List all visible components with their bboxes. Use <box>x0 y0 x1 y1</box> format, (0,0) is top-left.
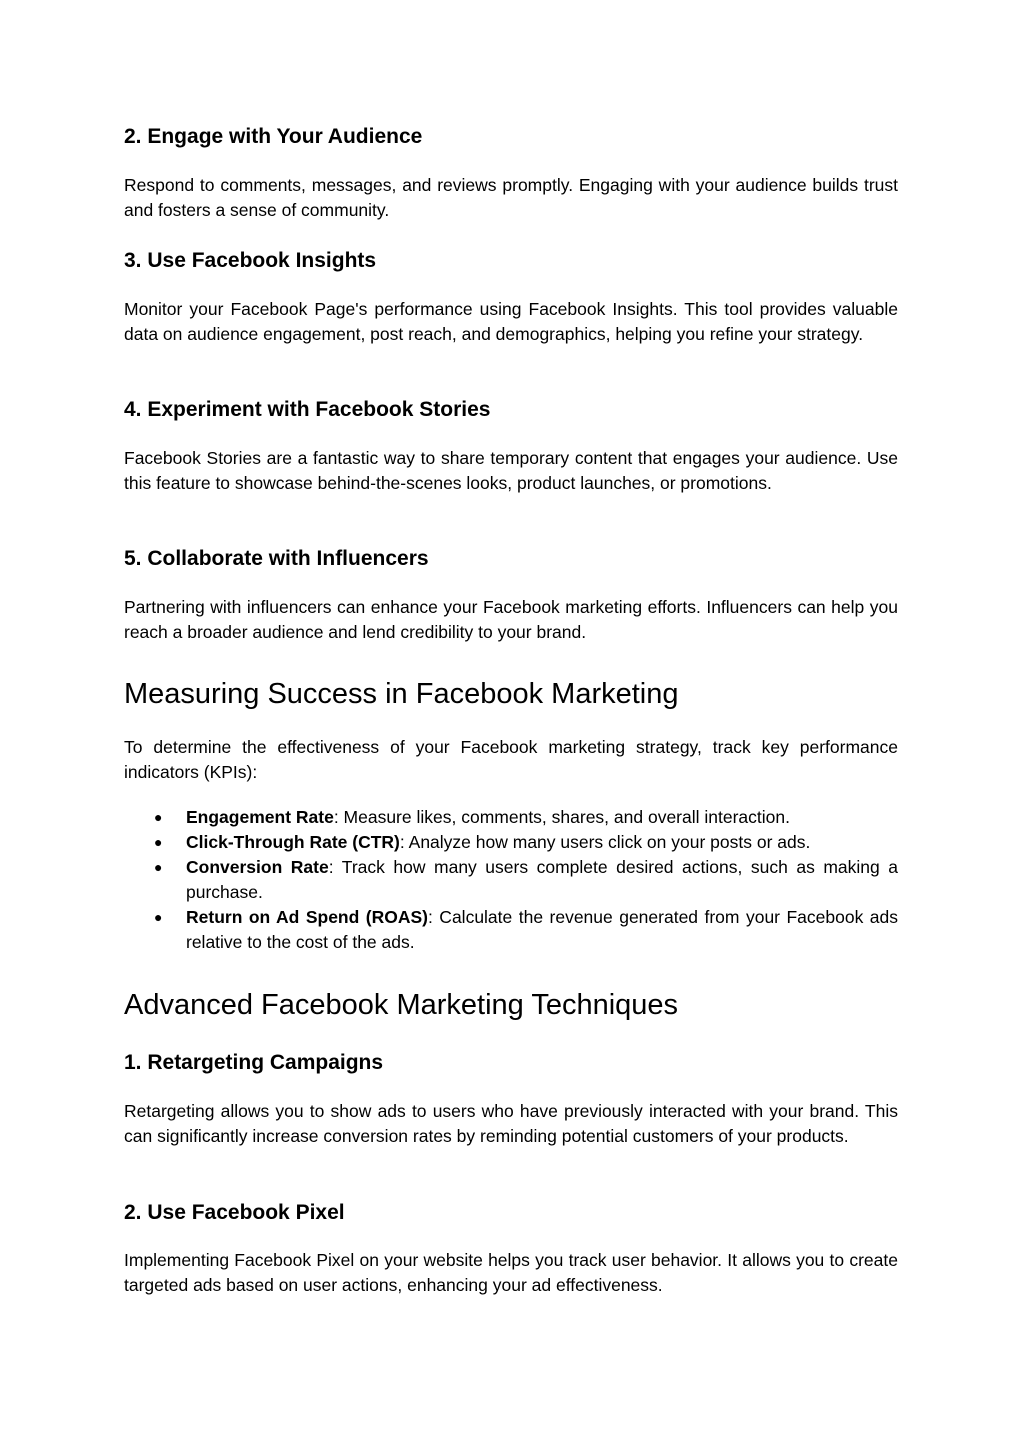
kpi-term: Conversion Rate <box>186 857 329 877</box>
heading-advanced-techniques: Advanced Facebook Marketing Techniques <box>124 989 679 1021</box>
paragraph-engage-audience: Respond to comments, messages, and reviews promptly. Engaging with your audience builds trust and fosters a sense of community. <box>124 175 898 220</box>
heading-influencers: 5. Collaborate with Influencers <box>124 547 429 570</box>
paragraph-facebook-insights: Monitor your Facebook Page's performance using Facebook Insights. This tool provides valuable data on audience engagement, post reach, and demographics, helping you refine your strategy. <box>124 299 898 344</box>
paragraph-influencers: Partnering with influencers can enhance your Facebook marketing efforts. Influencers can help you reach a broader audience and lend credibility to your brand. <box>124 597 898 642</box>
list-item-click-through-rate <box>124 830 898 855</box>
paragraph-measuring-intro: To determine the effectiveness of your Facebook marketing strategy, track key performance indicators (KPIs): <box>124 737 898 782</box>
kpi-description: : Calculate the revenue generated from your Facebook ads relative to the cost of the ads. <box>186 907 898 952</box>
heading-facebook-insights: 3. Use Facebook Insights <box>124 249 377 272</box>
paragraph-facebook-stories: Facebook Stories are a fantastic way to share temporary content that engages your audience. Use this feature to showcase behind-the-scenes looks, product launches, or promotions. <box>124 448 898 493</box>
bullet-icon: ● <box>154 834 163 850</box>
kpi-description: : Analyze how many users click on your posts or ads. <box>399 832 811 852</box>
heading-retargeting: 1. Retargeting Campaigns <box>124 1051 384 1074</box>
paragraph-facebook-pixel: Implementing Facebook Pixel on your website helps you track user behavior. It allows you to create targeted ads based on user actions, enhancing your ad effectiveness. <box>124 1250 898 1295</box>
kpi-term: Return on Ad Spend (ROAS) <box>186 907 428 927</box>
heading-facebook-stories: 4. Experiment with Facebook Stories <box>124 398 491 421</box>
list-item-engagement-rate <box>124 805 898 830</box>
list-item-roas <box>124 905 898 955</box>
kpi-term: Click-Through Rate (CTR) <box>186 832 400 852</box>
paragraph-retargeting: Retargeting allows you to show ads to users who have previously interacted with your brand. This can significantly increase conversion rates by reminding potential customers of your products. <box>124 1101 898 1146</box>
kpi-description: : Track how many users complete desired actions, such as making a purchase. <box>186 857 898 902</box>
kpi-term: Engagement Rate <box>186 807 334 827</box>
bullet-icon: ● <box>154 809 163 825</box>
heading-engage-audience: 2. Engage with Your Audience <box>124 125 423 148</box>
kpi-description: : Measure likes, comments, shares, and overall interaction. <box>333 807 790 827</box>
bullet-icon: ● <box>154 859 163 875</box>
heading-measuring-success: Measuring Success in Facebook Marketing <box>124 678 679 710</box>
kpi-list <box>124 805 898 955</box>
heading-facebook-pixel: 2. Use Facebook Pixel <box>124 1201 345 1224</box>
list-item-conversion-rate <box>124 855 898 905</box>
bullet-icon: ● <box>154 909 163 925</box>
